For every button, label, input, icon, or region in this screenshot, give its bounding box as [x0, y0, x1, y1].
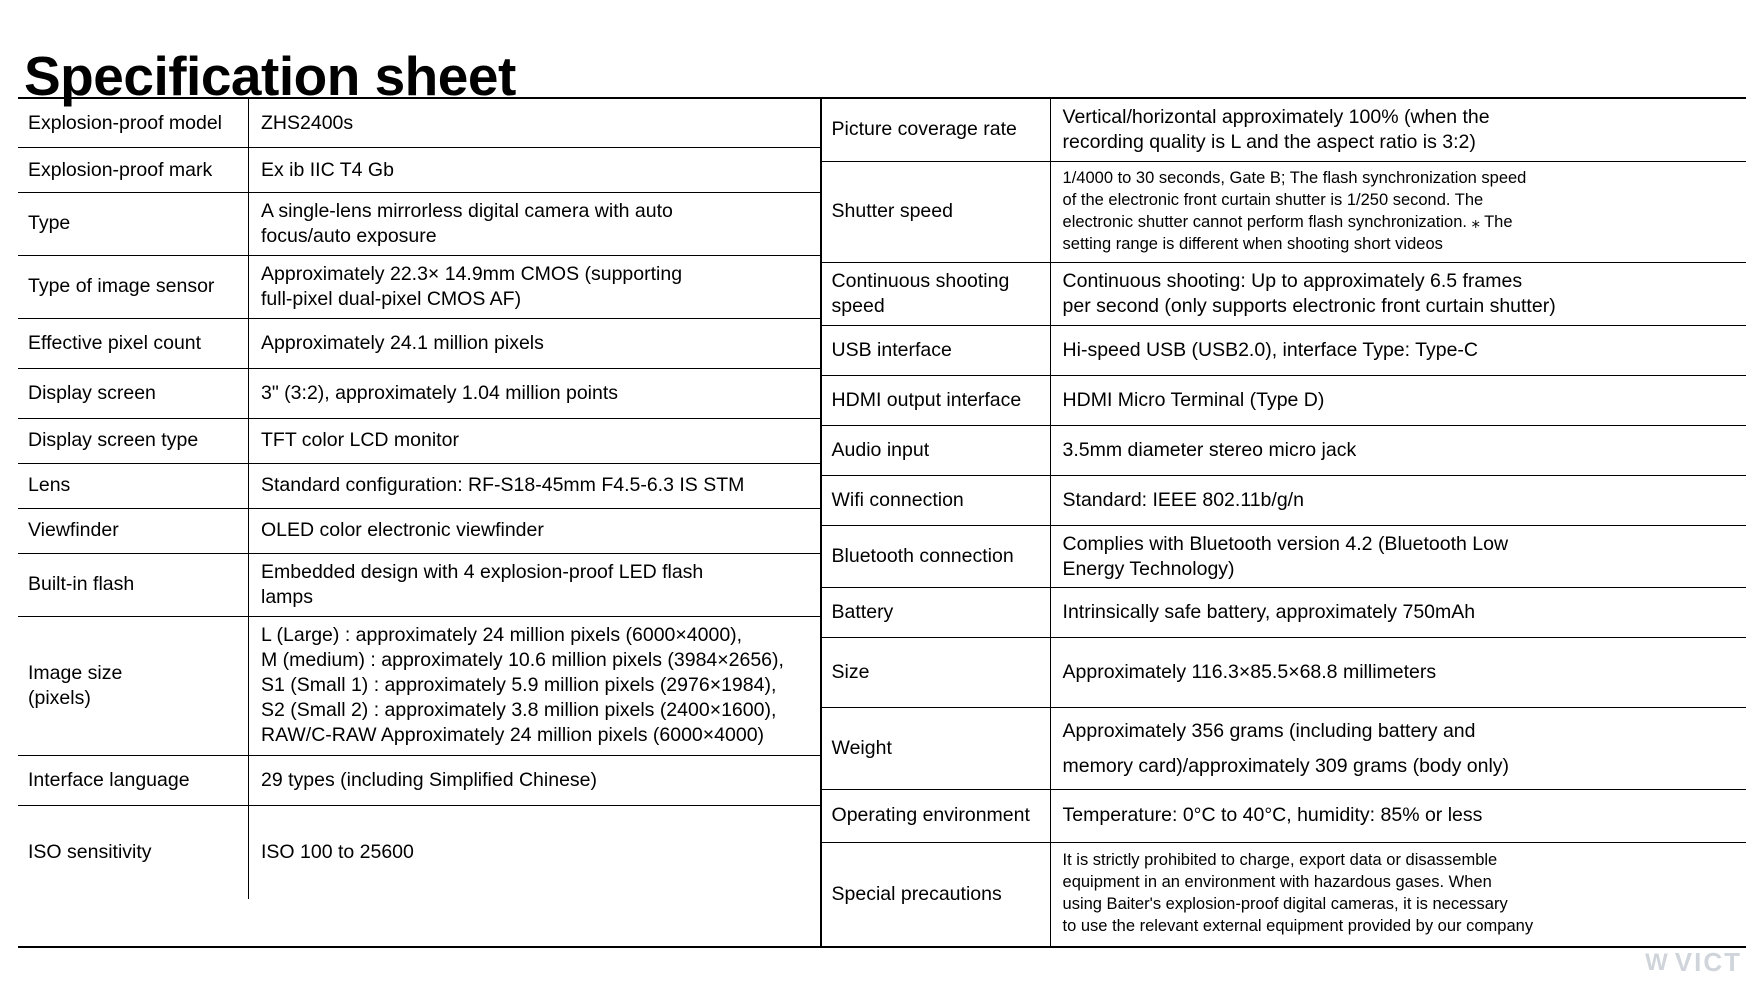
spec-label-line: HDMI output interface — [831, 388, 1022, 411]
spec-label-line: ISO sensitivity — [28, 840, 152, 863]
spec-row-label — [18, 256, 248, 318]
spec-value-line: S2 (Small 2) : approximately 3.8 million pixels (2400×1600), — [261, 699, 777, 722]
spec-row-value — [1050, 376, 1746, 425]
spec-row — [18, 554, 820, 617]
spec-row-label — [822, 99, 1050, 161]
spec-value-line: setting range is different when shooting short videos — [1062, 234, 1443, 253]
spec-value-line: 29 types (including Simplified Chinese) — [261, 768, 598, 791]
spec-label-line: speed — [831, 294, 885, 317]
spec-value-line: Standard: IEEE 802.11b/g/n — [1062, 488, 1304, 511]
spec-row-value — [1050, 476, 1746, 525]
spec-row — [822, 476, 1746, 526]
spec-label-line: Picture coverage rate — [831, 118, 1017, 141]
spec-value-line: using Baiter's explosion-proof digital cameras, it is necessary — [1062, 895, 1508, 914]
spec-value-line: Hi-speed USB (USB2.0), interface Type: Type-C — [1062, 338, 1478, 361]
spec-row — [822, 638, 1746, 708]
spec-row-label — [18, 464, 248, 508]
spec-column-right — [822, 99, 1746, 946]
spec-value-line: Approximately 24.1 million pixels — [261, 331, 544, 354]
spec-row-value — [248, 806, 820, 899]
spec-row — [822, 526, 1746, 589]
spec-row-value — [248, 99, 820, 147]
spec-value-line: 3" (3:2), approximately 1.04 million points — [261, 381, 619, 404]
spec-label-line: Image size — [28, 661, 123, 684]
spec-value-line: electronic shutter cannot perform flash synchronization. ⁎ The — [1062, 212, 1513, 231]
watermark-text: VICT — [1674, 947, 1742, 977]
spec-row-label — [822, 476, 1050, 525]
spec-label-line: (pixels) — [28, 686, 91, 709]
spec-value-line: ZHS2400s — [261, 111, 354, 134]
spec-row — [18, 756, 820, 806]
spec-value-line: ISO 100 to 25600 — [261, 840, 414, 863]
spec-row-label — [822, 526, 1050, 588]
spec-value-line: L (Large) : approximately 24 million pixels (6000×4000), — [261, 624, 743, 647]
spec-label-line: Effective pixel count — [28, 331, 202, 354]
spec-row-label — [18, 509, 248, 553]
spec-row-label — [18, 617, 248, 755]
spec-value-line: of the electronic front curtain shutter is 1/250 second. The — [1062, 190, 1484, 209]
spec-label-line: Size — [831, 661, 870, 684]
spec-row — [18, 464, 820, 509]
spec-row-value — [1050, 99, 1746, 161]
spec-row-label — [822, 790, 1050, 842]
spec-row-label — [18, 148, 248, 192]
spec-row — [822, 708, 1746, 789]
page-title: Specification sheet — [24, 44, 516, 107]
spec-row — [822, 588, 1746, 638]
spec-row — [822, 843, 1746, 946]
spec-value-line: Temperature: 0°C to 40°C, humidity: 85% or less — [1062, 804, 1483, 827]
spec-row-value — [1050, 162, 1746, 262]
spec-row-value — [1050, 638, 1746, 707]
spec-value-line: It is strictly prohibited to charge, export data or disassemble — [1062, 851, 1498, 870]
spec-label-line: Weight — [831, 737, 892, 760]
spec-row-label — [18, 554, 248, 616]
spec-value-line: memory card)/approximately 309 grams (body only) — [1062, 754, 1510, 777]
spec-label-line: Lens — [28, 474, 71, 497]
spec-row-label — [822, 162, 1050, 262]
spec-row-value — [248, 554, 820, 616]
spec-value-line: HDMI Micro Terminal (Type D) — [1062, 388, 1325, 411]
spec-row-label — [18, 369, 248, 418]
spec-row-label — [822, 638, 1050, 707]
spec-value-line: Complies with Bluetooth version 4.2 (Bluetooth Low — [1062, 532, 1509, 555]
spec-label-line: Type of image sensor — [28, 275, 215, 298]
spec-row-value — [248, 256, 820, 318]
spec-row — [822, 426, 1746, 476]
spec-value-line: focus/auto exposure — [261, 224, 437, 247]
spec-value-line: lamps — [261, 585, 314, 608]
spec-label-line: Interface language — [28, 768, 190, 791]
spec-label-line: Built-in flash — [28, 573, 135, 596]
spec-row-label — [18, 193, 248, 255]
spec-value-line: full-pixel dual-pixel CMOS AF) — [261, 287, 522, 310]
spec-row — [18, 319, 820, 369]
spec-value-line: 3.5mm diameter stereo micro jack — [1062, 438, 1357, 461]
spec-value-line: Vertical/horizontal approximately 100% (when the — [1062, 106, 1490, 128]
spec-label-line: Special precautions — [831, 882, 1002, 905]
spec-row-value — [248, 617, 820, 755]
spec-label-line: Display screen — [28, 381, 156, 404]
spec-row — [18, 193, 820, 256]
spec-row-value — [1050, 790, 1746, 842]
spec-row — [18, 806, 820, 899]
spec-row — [822, 99, 1746, 162]
spec-row-value — [1050, 263, 1746, 325]
spec-row-value — [1050, 708, 1746, 788]
specification-table — [18, 97, 1746, 948]
spec-value-line: per second (only supports electronic front curtain shutter) — [1062, 294, 1556, 317]
spec-row — [18, 617, 820, 756]
spec-row-value — [1050, 526, 1746, 588]
spec-label-line: Audio input — [831, 438, 930, 461]
spec-row-label — [822, 708, 1050, 788]
spec-row-value — [248, 369, 820, 418]
watermark — [1645, 947, 1742, 978]
spec-value-line: Approximately 116.3×85.5×68.8 millimeters — [1062, 661, 1437, 684]
spec-label-line: Viewfinder — [28, 519, 119, 542]
spec-row-label — [822, 843, 1050, 946]
spec-value-line: OLED color electronic viewfinder — [261, 519, 544, 542]
spec-row — [822, 790, 1746, 843]
spec-label-line: Operating environment — [831, 804, 1030, 827]
spec-label-line: Continuous shooting — [831, 269, 1010, 292]
spec-value-line: Ex ib IIC T4 Gb — [261, 158, 394, 181]
spec-label-line: Explosion-proof model — [28, 111, 223, 134]
spec-value-line: equipment in an environment with hazardous gases. When — [1062, 873, 1492, 892]
spec-value-line: Energy Technology) — [1062, 557, 1235, 580]
spec-row-label — [18, 319, 248, 368]
spec-row-value — [248, 419, 820, 463]
spec-row-label — [18, 806, 248, 899]
spec-value-line: Embedded design with 4 explosion-proof LED flash — [261, 560, 704, 583]
spec-row-value — [1050, 426, 1746, 475]
spec-row-value — [248, 756, 820, 805]
spec-row-label — [18, 99, 248, 147]
spec-label-line: Explosion-proof mark — [28, 158, 213, 181]
spec-row-label — [822, 426, 1050, 475]
spec-row — [822, 263, 1746, 326]
spec-value-line: RAW/C-RAW Approximately 24 million pixels (6000×4000) — [261, 724, 765, 747]
spec-row — [18, 509, 820, 554]
spec-row — [18, 256, 820, 319]
spec-row-value — [248, 319, 820, 368]
spec-row — [18, 369, 820, 419]
watermark-logo-icon: W — [1645, 948, 1668, 976]
spec-row-label — [18, 419, 248, 463]
spec-value-line: S1 (Small 1) : approximately 5.9 million pixels (2976×1984), — [261, 674, 777, 697]
spec-label-line: Battery — [831, 601, 894, 624]
spec-row — [18, 99, 820, 148]
spec-row — [822, 326, 1746, 376]
spec-value-line: recording quality is L and the aspect ratio is 3:2) — [1062, 130, 1476, 153]
spec-label-line: Bluetooth connection — [831, 545, 1014, 568]
spec-row-label — [822, 326, 1050, 375]
spec-label-line: Type — [28, 212, 71, 235]
spec-row-value — [248, 148, 820, 192]
spec-row-label — [18, 756, 248, 805]
spec-value-line: TFT color LCD monitor — [261, 429, 459, 452]
spec-row-value — [1050, 326, 1746, 375]
spec-row-value — [1050, 843, 1746, 946]
spec-row-label — [822, 588, 1050, 637]
spec-row-label — [822, 376, 1050, 425]
spec-row — [822, 162, 1746, 263]
spec-row-label — [822, 263, 1050, 325]
spec-row-value — [248, 464, 820, 508]
spec-value-line: Standard configuration: RF-S18-45mm F4.5-6.3 IS STM — [261, 474, 745, 497]
spec-value-line: A single-lens mirrorless digital camera with auto — [261, 200, 673, 222]
spec-row-value — [248, 509, 820, 553]
spec-value-line: Intrinsically safe battery, approximately 750mAh — [1062, 601, 1476, 624]
spec-label-line: Shutter speed — [831, 200, 953, 223]
spec-column-left — [18, 99, 822, 946]
spec-label-line: Display screen type — [28, 429, 199, 452]
spec-value-line: M (medium) : approximately 10.6 million pixels (3984×2656), — [261, 649, 784, 672]
spec-value-line: Continuous shooting: Up to approximately 6.5 frames — [1062, 269, 1523, 292]
spec-row-value — [248, 193, 820, 255]
spec-row — [18, 148, 820, 193]
spec-value-line: Approximately 356 grams (including battery and — [1062, 720, 1476, 743]
spec-value-line: 1/4000 to 30 seconds, Gate B; The flash synchronization speed — [1062, 168, 1527, 187]
spec-row-value — [1050, 588, 1746, 637]
spec-row — [18, 419, 820, 464]
spec-row — [822, 376, 1746, 426]
spec-value-line: to use the relevant external equipment provided by our company — [1062, 917, 1534, 936]
spec-label-line: Wifi connection — [831, 488, 964, 511]
spec-label-line: USB interface — [831, 338, 952, 361]
spec-value-line: Approximately 22.3× 14.9mm CMOS (supporting — [261, 262, 683, 285]
